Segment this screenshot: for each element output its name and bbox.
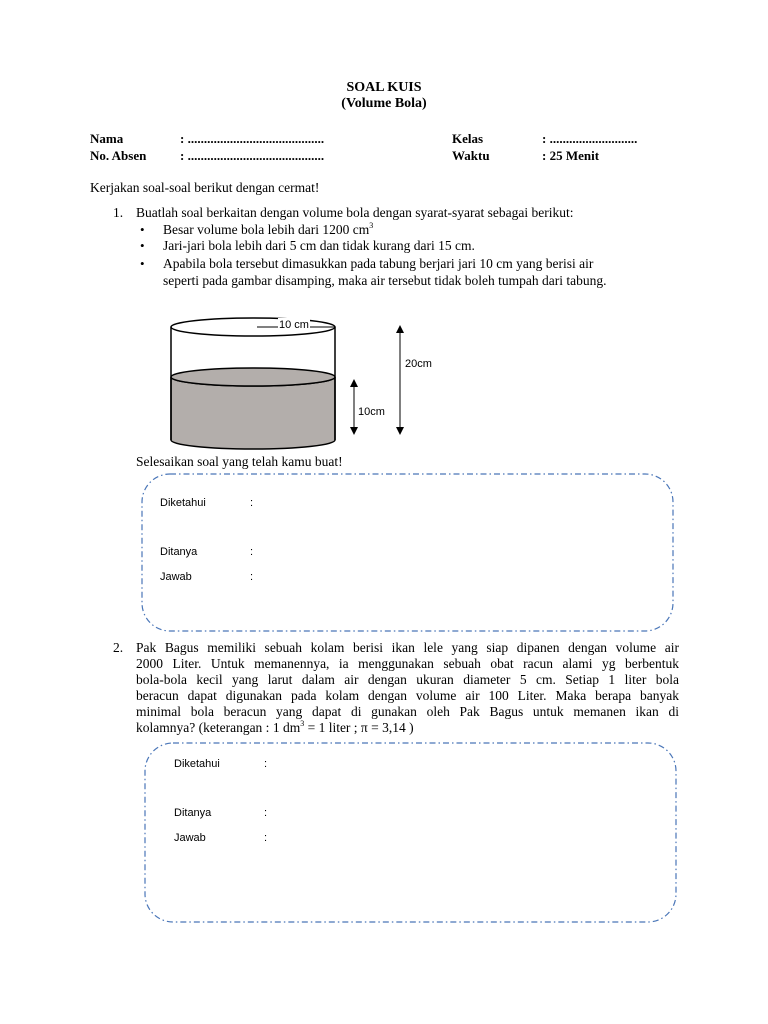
arrow-up-icon	[350, 379, 358, 387]
box1-jawab-label: Jawab	[160, 571, 192, 583]
quiz-subtitle: (Volume Bola)	[341, 96, 427, 111]
water-fill	[171, 377, 335, 449]
quiz-title: SOAL KUIS	[346, 80, 422, 95]
q1-task: Selesaikan soal yang telah kamu buat!	[136, 454, 343, 469]
radius-label: 10 cm	[279, 319, 309, 331]
box2-jawab-colon: :	[264, 832, 268, 844]
instruction: Kerjakan soal-soal berikut dengan cermat!	[90, 180, 320, 195]
box2-ditanya-label: Ditanya	[174, 807, 212, 819]
q1-bullet-2: Jari-jari bola lebih dari 5 cm dan tidak kurang dari 15 cm.	[163, 238, 475, 253]
bullet-dot-icon: •	[140, 238, 145, 253]
answer-box-2[interactable]	[145, 743, 676, 922]
q2-line-2: 2000 Liter. Untuk memanennya, ia menggunakan sebuah obat racun alami yg berbentuk	[136, 656, 679, 671]
bullet-dot-icon: •	[140, 222, 145, 237]
box1-diketahui-label: Diketahui	[160, 497, 206, 509]
arrow-down-icon	[350, 427, 358, 435]
box2-ditanya-colon: :	[264, 807, 268, 819]
q2-line-1: Pak Bagus memiliki sebuah kolam berisi ikan lele yang siap dipanen dengan volume air	[136, 640, 679, 655]
q1-number: 1.	[113, 205, 124, 220]
kelas-field[interactable]: : ...........................	[542, 131, 638, 146]
box1-ditanya-label: Ditanya	[160, 546, 198, 558]
q2-line-5: minimal bola beracun yang dapat di gunakan oleh Pak Bagus untuk memanen ikan di	[136, 704, 679, 719]
box1-ditanya-colon: :	[250, 546, 254, 558]
box2-diketahui-colon: :	[264, 758, 268, 770]
q1-bullet-3-line-1: Apabila bola tersebut dimasukkan pada tabung berjari jari 10 cm yang berisi air	[163, 256, 594, 271]
nama-label: Nama	[90, 131, 124, 146]
q1-text: Buatlah soal berkaitan dengan volume bola dengan syarat-syarat sebagai berikut:	[136, 205, 574, 220]
water-surface	[171, 368, 335, 386]
arrow-down-icon	[396, 427, 404, 435]
box1-diketahui-colon: :	[250, 497, 254, 509]
waktu-label: Waktu	[452, 148, 490, 163]
q2-line-4: beracun dapat digunakan pada kolam dengan volume air 100 Liter. Maka berapa banyak	[136, 688, 679, 703]
answer-box-1[interactable]	[142, 474, 673, 631]
q1-bullet-1: Besar volume bola lebih dari 1200 $cm^3$	[163, 221, 374, 237]
water-height-label: 10cm	[358, 406, 385, 418]
q2-line-3: bola-bola kecil yang larut dalam air dengan ukuran diameter 5 cm. Setiap 1 liter bola	[136, 672, 679, 687]
q1-bullet-3-line-2: seperti pada gambar disamping, maka air tersebut tidak boleh tumpah dari tabung.	[163, 273, 607, 288]
bullet-dot-icon: •	[140, 256, 145, 271]
box2-jawab-label: Jawab	[174, 832, 206, 844]
q2-number: 2.	[113, 640, 124, 655]
box1-jawab-colon: :	[250, 571, 254, 583]
absen-label: No. Absen	[90, 148, 147, 163]
arrow-up-icon	[396, 325, 404, 333]
absen-field[interactable]: : ..........................................	[180, 148, 325, 163]
nama-field[interactable]: : ..........................................	[180, 131, 325, 146]
q2-line-6: kolamnya? (keterangan : 1 $dm^3 = 1$ liter ; π = 3,14 )	[136, 719, 414, 735]
height-label: 20cm	[405, 358, 432, 370]
box2-diketahui-label: Diketahui	[174, 758, 220, 770]
waktu-value: : 25 Menit	[542, 148, 600, 163]
kelas-label: Kelas	[452, 131, 484, 146]
